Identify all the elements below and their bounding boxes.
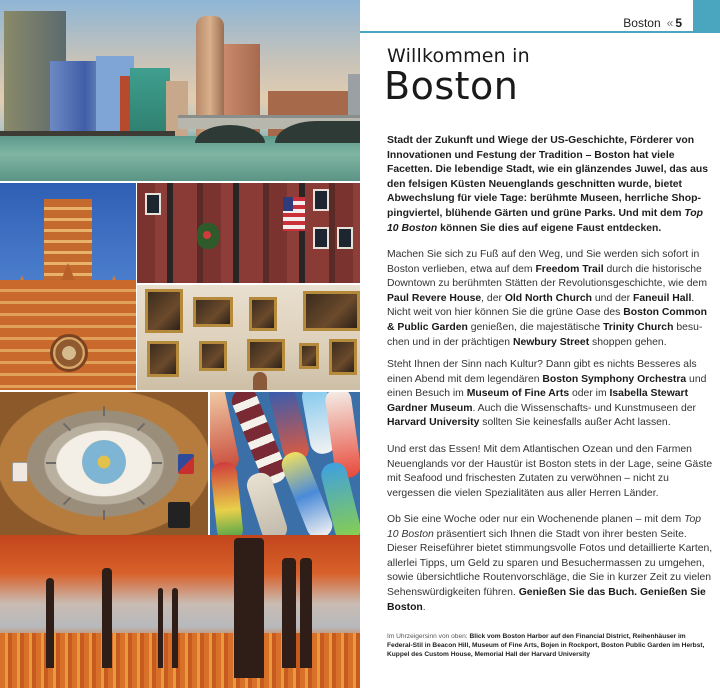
- thumb-tab: [693, 0, 720, 33]
- title-kicker: Willkommen in: [387, 45, 530, 67]
- intro-paragraph: Stadt der Zukunft und Wiege der US-Geschichte, Förderer von Innovationen und Festung der Tradition – Boston hat viele Facetten. Die lebendige Stadt, wie ein glänzendes Juwel, das aus den felsigen Küsten Neuenglands geschnitten wurde, bietet Abwechslung für viele Tage: berühmte Museen, herrliche Shoppingviertel, blühende Gärten und grüne Parks. Und mit dem Top 10 Boston können Sie dies auf eigene Faust entdecken.: [387, 135, 709, 234]
- chevron-left-double-icon: «: [666, 16, 672, 30]
- running-head: [623, 16, 682, 30]
- photo-harvard-memorial-hall: [0, 183, 136, 390]
- photo-beacon-hill: [137, 183, 360, 283]
- photo-rockport-buoys: [210, 392, 360, 535]
- header-divider: [360, 31, 720, 33]
- photo-caption: Im Uhrzeigersinn von oben: Blick vom Boston Harbor auf den Financial District, Reihenhäuser im Federal-Stil in Beacon Hill, Museum of Fine Arts, Bojen in Rockport, Boston Public Garden im Herbst, Kuppel des Custom House, Memorial Hall der Harvard University: [387, 633, 705, 658]
- photo-boston-public-garden-autumn: [0, 535, 360, 688]
- page-number: 5: [675, 16, 682, 30]
- photo-boston-harbor: [0, 0, 360, 181]
- section-name: Boston: [623, 16, 661, 30]
- paragraph-culture: Steht Ihnen der Sinn nach Kultur? Dann gibt es nichts Besseres als einen Abend mit dem legendären Boston Symphony Orchestra und einen Besuch im Museum of Fine Arts oder im Isabella Stewart Gardner Museum. Auch die Wissenschafts- und Kunstmuseen der Harvard University sollten Sie keinesfalls außer Acht lassen.: [387, 359, 707, 429]
- photo-custom-house-dome: [0, 392, 208, 535]
- text-page: [360, 0, 720, 688]
- photo-museum-of-fine-arts: [137, 285, 360, 390]
- paragraph-food: Und erst das Essen! Mit dem Atlantischen Ozean und den Farmen Neuenglands vor der Haustür ist Boston stets in der Lage, seine Gäste mit Seafood und frischesten Zutaten zu verwöhnen – nicht zu vergessen die vielen Spezialitäten aus aller Herren Länder.: [387, 444, 713, 499]
- running-header: [360, 0, 720, 33]
- paragraph-guide: Ob Sie eine Woche oder nur ein Wochenende planen – mit dem Top 10 Boston präsentiert sich Ihnen die Stadt von ihrer besten Seite. Dieser Reiseführer bietet stimmungsvolle Fotos und detaillierte Karten, allerlei Tipps, um Geld zu sparen und Besuchermassen zu umgehen, sowie übersichtliche Routenvorschläge, die Sie in kurzer Zeit zu vielen Sehenswürdigkeiten führen. Genießen Sie das Buch. Genießen Sie Boston.: [387, 514, 713, 613]
- paragraph-sightseeing: Machen Sie sich zu Fuß auf den Weg, und Sie werden sich sofort in Boston verlieben, etwa auf dem Freedom Trail durch die historische Downtown zu berühmten Stätten der Revolutionsgeschichte, wie dem Paul Revere House, der Old North Church und der Faneuil Hall. Nicht weit von hier können Sie die grüne Oase des Boston Common & Public Garden genießen, die majestätische Trinity Church besuchen und in der prächtigen Newbury Street shoppen gehen.: [387, 249, 707, 348]
- page-title: Boston: [384, 64, 519, 108]
